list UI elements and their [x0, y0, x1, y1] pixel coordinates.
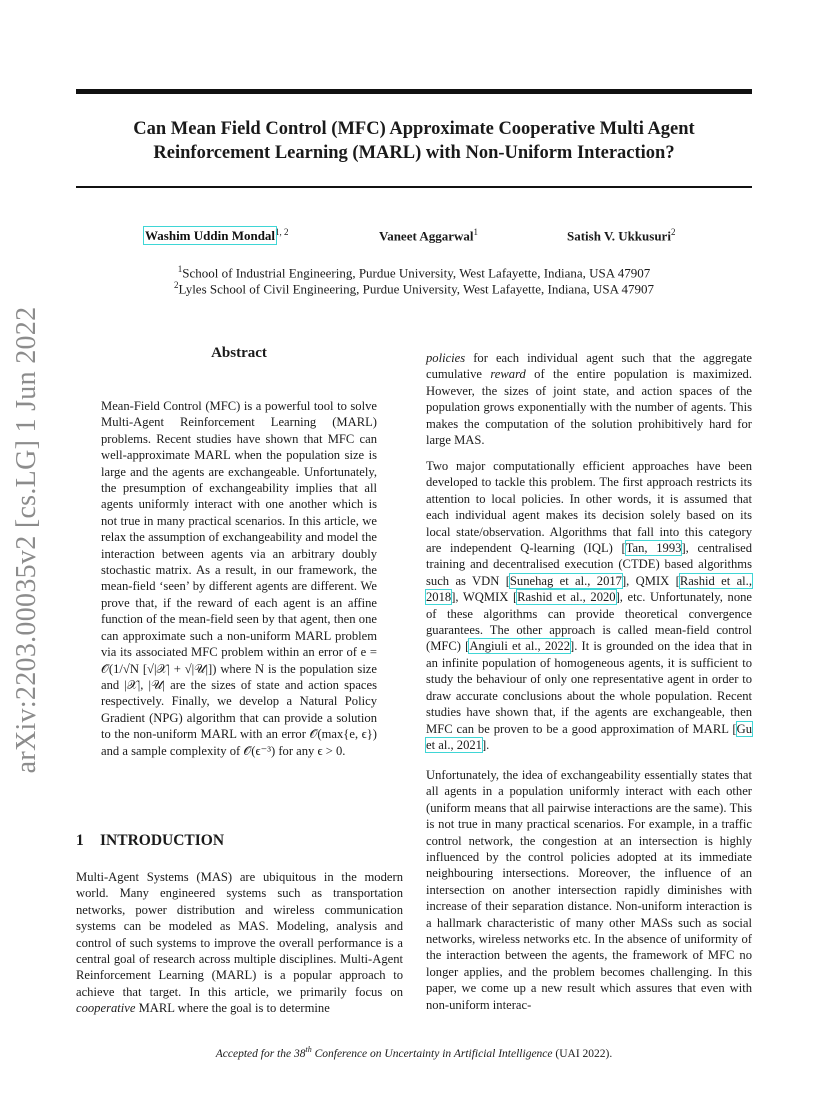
- footer-pre: Accepted for the 38: [215, 1047, 306, 1060]
- citation-link[interactable]: Rashid et al., 2018: [426, 573, 752, 605]
- abstract-text: Mean-Field Control (MFC) is a powerful tool to solve Multi-Agent Reinforcement Learning (MARL) problems. Recent studies have shown that MFC can well-approximate MARL when the population size is large and the agents are exchangeable. Unfortunately, the presumption of exchangeability implies that all agents uniformly interact with one another which is not true in many practical scenarios. In this article, we relax the assumption of exchangeability and model the interaction between agents via an arbitrary doubly stochastic matrix. As a result, in our framework, the mean-field ‘seen’ by different agents are different. We prove that, if the reward of each agent is an affine function of the mean-field seen by that agent, then one can approximate such a non-uniform MARL problem via its associated MFC problem within an error of e = 𝒪(1/√N [√|𝒳| + √|𝒰|]) where N is the population size and |𝒳|, |𝒰| are the sizes of state and action spaces respectively. Finally, we develop a Natural Policy Gradient (NPG) algorithm that can provide a solution to the non-uniform MARL with an error 𝒪(max{e, ϵ}) and a sample complexity of 𝒪(ϵ⁻³) for any ϵ > 0.: [101, 399, 377, 758]
- page-footer: [0, 1045, 828, 1060]
- author-2-name: Vaneet Aggarwal: [379, 228, 474, 244]
- abstract-heading: Abstract: [211, 345, 267, 361]
- intro-right-paragraph-1: policies for each individual agent such that the aggregate cumulative reward of the entire population is maximized. However, the sizes of joint state, and action spaces of the population grows exponentially with the number of agents. This makes the computation of the solution prohibitively hard for large MAS.: [426, 351, 752, 448]
- title-line-1: Can Mean Field Control (MFC) Approximate Cooperative Multi Agent: [133, 119, 695, 139]
- author-1-sup: 1, 2: [275, 227, 289, 237]
- footer-post: Conference on Uncertainty in Artificial Intelligence: [311, 1047, 553, 1060]
- intro-right-paragraph-3: Unfortunately, the idea of exchangeability essentially states that all agents in a population uniformly interact with each other (uniform means that all pairwise interactions are the same). This is not true in many practical scenarios. For example, in a traffic control network, the congestion at an intersection is highly influenced by the control policies adopted at its immediate neighbouring intersections. Moreover, the influence of an intersection on another intersection rapidly diminishes with increase of their separation distance. Non-uniform interaction is a hallmark characteristic of many other MASs such as social networks, wireless networks etc. In the absence of uniformity of the interaction between the agents, the framework of MFC no longer applies, and the problem becomes challenging. In this paper, we come up a new result which assures that even with non-uniform interac-: [426, 768, 752, 1012]
- intro-left-paragraph: Multi-Agent Systems (MAS) are ubiquitous in the modern world. Many engineered systems such as transportation networks, power distribution and wireless communication systems can be modeled as MAS. Modeling, analysis and control of such systems to improve the overall performance is a central goal of research across multiple disciplines. Multi-Agent Reinforcement Learning (MARL) is a popular approach to achieve that target. In this article, we primarily focus on cooperative MARL where the goal is to determine: [76, 870, 403, 1016]
- affiliation-2-text: Lyles School of Civil Engineering, Purdue University, West Lafayette, Indiana, USA 47907: [178, 281, 655, 297]
- affiliation-1-text: School of Industrial Engineering, Purdue University, West Lafayette, Indiana, USA 47907: [182, 265, 651, 281]
- citation-link[interactable]: Angiuli et al., 2022: [469, 639, 571, 654]
- author-3-name: Satish V. Ukkusuri: [567, 228, 671, 244]
- arxiv-stamp: [4, 306, 50, 774]
- author-1: [145, 227, 289, 244]
- citation-link[interactable]: Rashid et al., 2020: [517, 590, 616, 605]
- paper-title: [76, 117, 752, 165]
- author-1-name[interactable]: Washim Uddin Mondal: [145, 228, 276, 244]
- section-number: 1: [76, 832, 84, 849]
- title-line-2: Reinforcement Learning (MARL) with Non-Uniform Interaction?: [153, 143, 675, 163]
- footer-tail: (UAI 2022).: [555, 1047, 613, 1060]
- title-bottom-rule: [76, 186, 752, 188]
- citation-link[interactable]: Gu et al., 2021: [426, 721, 752, 752]
- citation-link[interactable]: Tan, 1993: [625, 541, 682, 556]
- author-2: [379, 227, 478, 244]
- top-rule: [76, 89, 752, 94]
- section-heading: [76, 832, 224, 850]
- affiliation-2: [76, 277, 752, 297]
- citation-link[interactable]: Sunehag et al., 2017: [509, 573, 622, 588]
- arxiv-id: arXiv:2203.00035v2 [cs.LG] 1 Jun 2022: [11, 306, 42, 774]
- affiliation-2-sup: 2: [173, 280, 179, 290]
- affiliation-1-sup: 1: [177, 264, 183, 274]
- author-3: [567, 227, 675, 244]
- author-2-sup: 1: [473, 227, 478, 237]
- section-title: INTRODUCTION: [100, 832, 225, 849]
- footer-sup: th: [305, 1045, 312, 1054]
- author-3-sup: 2: [670, 227, 676, 237]
- intro-right-paragraph-2: Two major computationally efficient approaches have been developed to tackle this problem. The first approach restricts its attention to local policies. In other words, it is assumed that each individual agent makes its decision solely based on its local state/observation. Algorithms that fall into this category are independent Q-learning (IQL) [Tan, 1993], centralised training and decentralised execution (CTDE) based algorithms such as VDN [Sunehag et al., 2017], QMIX [Rashid et al., 2018], WQMIX [Rashid et al., 2020], etc. Unfortunately, none of these algorithms can provide theoretical convergence guarantees. The other approach is called mean-field control (MFC) [Angiuli et al., 2022]. It is grounded on the idea that in an infinite population of homogeneous agents, it is sufficient to study the behaviour of only one representative agent in order to draw accurate conclusions about the whole population. Recent studies have shown that, if the agents are exchangeable, then MFC can be proven to be a good approximation of MARL [Gu et al., 2021].: [426, 459, 752, 752]
